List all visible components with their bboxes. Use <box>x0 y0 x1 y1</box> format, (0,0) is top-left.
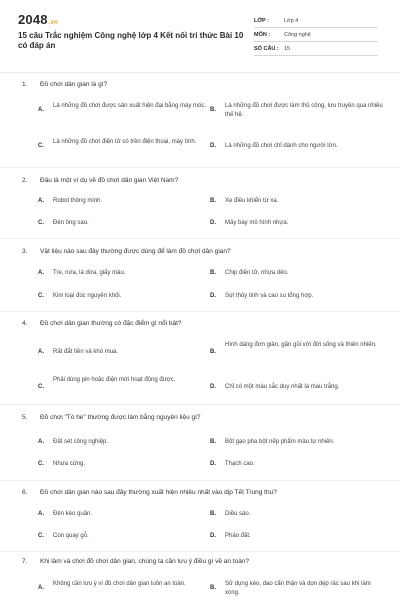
option-text: Là những đồ chơi được sản xuất hiện đại bằng máy móc. <box>53 103 206 109</box>
option-text: Kim loại đúc nguyên khối. <box>53 293 122 299</box>
option-text: Sử dụng kéo, dao cẩn thận và dọn dẹp rác sau khi làm xong. <box>225 581 371 596</box>
option-text: Là những đồ chơi được làm thủ công, lưu truyền qua nhiều thế hệ. <box>225 103 383 118</box>
question-divider <box>0 238 400 239</box>
question-text: Đồ chơi dân gian nào sau đây thường xuất hiện nhiều nhất vào dịp Tết Trung thu? <box>40 489 277 496</box>
option-letter: B. <box>210 511 216 517</box>
option-text: Không cần lưu ý vì đồ chơi dân gian luôn an toàn. <box>53 581 186 587</box>
option-text: Con quay gỗ. <box>53 533 89 539</box>
option-text: Nhựa cứng. <box>53 461 86 467</box>
option-text: Tre, nứa, lá dừa, giấy màu. <box>53 270 126 276</box>
option-text: Phải dùng pin hoặc điện mới hoạt động được. <box>53 377 176 383</box>
option-letter: D. <box>210 293 216 299</box>
question-divider <box>0 167 400 168</box>
option-letter: D. <box>210 461 216 467</box>
question-divider <box>0 480 400 481</box>
document-header <box>0 0 400 72</box>
question-divider <box>0 551 400 552</box>
option-text: Chỉ có một màu sắc duy nhất là màu trắng. <box>225 384 340 390</box>
site-logo[interactable] <box>18 12 58 27</box>
option-text: Là những đồ chơi điện tử có trên điện thoại, máy tính. <box>53 139 197 145</box>
meta-count <box>254 42 378 56</box>
option-text: Rất đắt tiền và khó mua. <box>53 349 119 355</box>
option-letter: D. <box>210 143 216 149</box>
question-text: Đồ chơi dân gian thường có đặc điểm gì nổi bật? <box>40 320 182 327</box>
option-letter: B. <box>210 349 216 355</box>
option-letter: A. <box>38 270 44 276</box>
question-text: Khi làm và chơi đồ chơi dân gian, chúng ta cần lưu ý điều gì về an toàn? <box>40 558 250 565</box>
option-text: Thạch cao. <box>225 461 255 467</box>
option-letter: B. <box>210 198 216 204</box>
option-text: Đất sét công nghiệp. <box>53 439 109 445</box>
page-title: 15 câu Trắc nghiệm Công nghệ lớp 4 Kết nối tri thức Bài 10 có đáp án <box>18 31 244 50</box>
option-letter: A. <box>38 107 44 113</box>
option-letter: C. <box>38 461 44 467</box>
meta-grade <box>254 14 378 28</box>
question-number: 4. <box>22 320 28 327</box>
meta-subject <box>254 28 378 42</box>
question-text: Đồ chơi dân gian là gì? <box>40 81 108 88</box>
option-letter: A. <box>38 511 44 517</box>
option-letter: C. <box>38 293 44 299</box>
option-letter: B. <box>210 585 216 591</box>
question-number: 6. <box>22 489 28 496</box>
question-number: 5. <box>22 414 28 421</box>
question-text: Đâu là một ví dụ về đồ chơi dân gian Việt Nam? <box>40 177 179 184</box>
meta-grade-value: Lớp 4 <box>284 18 299 24</box>
option-text: Máy bay mô hình nhựa. <box>225 220 289 226</box>
meta-grade-label: LỚP : <box>254 18 269 24</box>
logo-brand: 2048 <box>18 12 48 27</box>
option-letter: C. <box>38 143 44 149</box>
option-letter: B. <box>210 270 216 276</box>
option-letter: B. <box>210 439 216 445</box>
question-number: 2. <box>22 177 28 184</box>
option-letter: D. <box>210 533 216 539</box>
option-letter: C. <box>38 384 44 390</box>
question-number: 7. <box>22 558 28 565</box>
meta-subject-label: MÔN : <box>254 32 271 38</box>
option-letter: D. <box>210 384 216 390</box>
option-letter: A. <box>38 349 44 355</box>
option-letter: A. <box>38 439 44 445</box>
option-text: Chip điện tử, nhựa dẻo. <box>225 270 289 276</box>
option-text: Pháo đất. <box>225 533 251 539</box>
option-text: Sợi thủy tinh và cao su tổng hợp. <box>225 293 314 299</box>
question-number: 1. <box>22 81 28 88</box>
option-letter: C. <box>38 533 44 539</box>
question-number: 3. <box>22 248 28 255</box>
option-letter: D. <box>210 220 216 226</box>
option-letter: C. <box>38 220 44 226</box>
option-text: Đèn kéo quân. <box>53 511 93 517</box>
option-letter: B. <box>210 107 216 113</box>
question-text: Đồ chơi "Tò he" thường được làm bằng nguyên liệu gì? <box>40 414 201 421</box>
option-text: Diều sáo. <box>225 511 251 517</box>
meta-count-value: 15 <box>284 46 291 52</box>
option-text: Đèn ông sao. <box>53 220 89 226</box>
question-text: Vật liệu nào sau đây thường được dùng để làm đồ chơi dân gian? <box>40 248 231 255</box>
option-text: Là những đồ chơi chỉ dành cho người lớn. <box>225 143 338 149</box>
question-divider <box>0 311 400 312</box>
option-text: Hình dáng đơn giản, gần gũi với đời sống và thiên nhiên. <box>225 342 377 348</box>
meta-subject-value: Công nghệ <box>284 32 311 38</box>
option-text: Xe điều khiển từ xa. <box>225 198 279 204</box>
question-divider <box>0 404 400 405</box>
option-letter: A. <box>38 198 44 204</box>
option-letter: A. <box>38 585 44 591</box>
logo-suffix: .vn <box>48 20 59 26</box>
option-text: Bột gạo pha bột nếp phẩm màu tự nhiên. <box>225 439 335 445</box>
meta-count-label: SỐ CÂU : <box>254 46 279 52</box>
header-divider <box>0 72 400 73</box>
option-text: Robot thông minh. <box>53 198 103 204</box>
